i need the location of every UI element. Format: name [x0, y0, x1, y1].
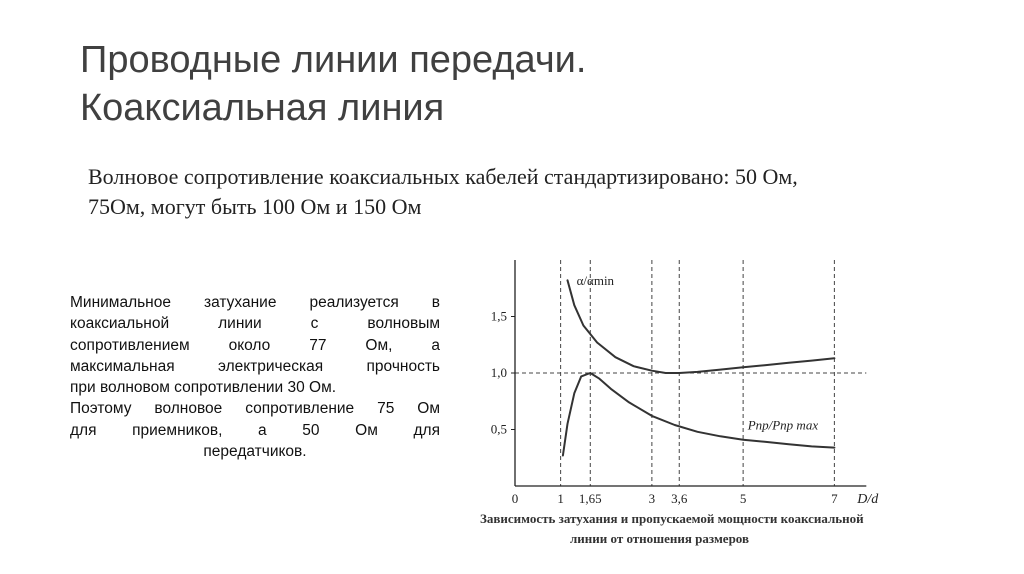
subtitle-line-2: 75Ом, могут быть 100 Ом и 150 Ом: [88, 194, 422, 219]
y-tick-label: 0,5: [490, 421, 507, 437]
slide-subtitle: [88, 162, 948, 222]
x-tick-label: 7: [831, 491, 838, 506]
note-line: максимальная электрическая прочность: [70, 357, 440, 375]
chart-tick-labels: [491, 309, 838, 507]
note-line: при волновом сопротивлении 30 Ом.: [70, 379, 337, 397]
title-line-1: Проводные линии передачи.: [80, 39, 587, 81]
note-line: сопротивлением около 77 Ом, а: [70, 336, 440, 354]
series-label-power: Pпр/Pпр max: [747, 417, 819, 433]
title-line-2: Коаксиальная линия: [80, 87, 445, 129]
slide-title: [80, 36, 780, 132]
note-line: коаксиальной линии с волновым: [70, 315, 440, 333]
x-tick-label: 3: [648, 491, 656, 506]
attenuation-chart: [470, 255, 1010, 565]
x-tick-label: 1: [557, 491, 564, 506]
note-line: Поэтому волновое сопротивление 75 Ом: [70, 400, 440, 418]
chart-caption-line-1: Зависимость затухания и пропускаемой мощности коаксиальной: [480, 511, 864, 526]
explanation-text: [70, 292, 440, 462]
x-tick-label: 1,65: [578, 491, 602, 506]
subtitle-line-1: Волновое сопротивление коаксиальных кабелей стандартизировано: 50 Ом,: [88, 164, 798, 189]
y-tick-label: 1,5: [490, 308, 507, 324]
chart-caption-line-2: линии от отношения размеров: [570, 531, 750, 546]
x-tick-label: 3,6: [671, 491, 688, 506]
chart-series-labels: [577, 273, 819, 433]
note-line: Минимальное затухание реализуется в: [70, 294, 440, 311]
x-tick-label: 5: [739, 491, 747, 506]
note-line: для приемников, а 50 Ом для: [70, 421, 440, 439]
series-label-alpha: α/αmin: [576, 272, 615, 288]
y-tick-label: 1,0: [490, 365, 507, 380]
x-tick-label: 0: [511, 491, 519, 506]
x-axis-label: D/d: [857, 492, 879, 507]
series-line-1: [563, 373, 835, 456]
series-line-0: [568, 280, 835, 373]
note-line: передатчиков.: [203, 443, 307, 461]
